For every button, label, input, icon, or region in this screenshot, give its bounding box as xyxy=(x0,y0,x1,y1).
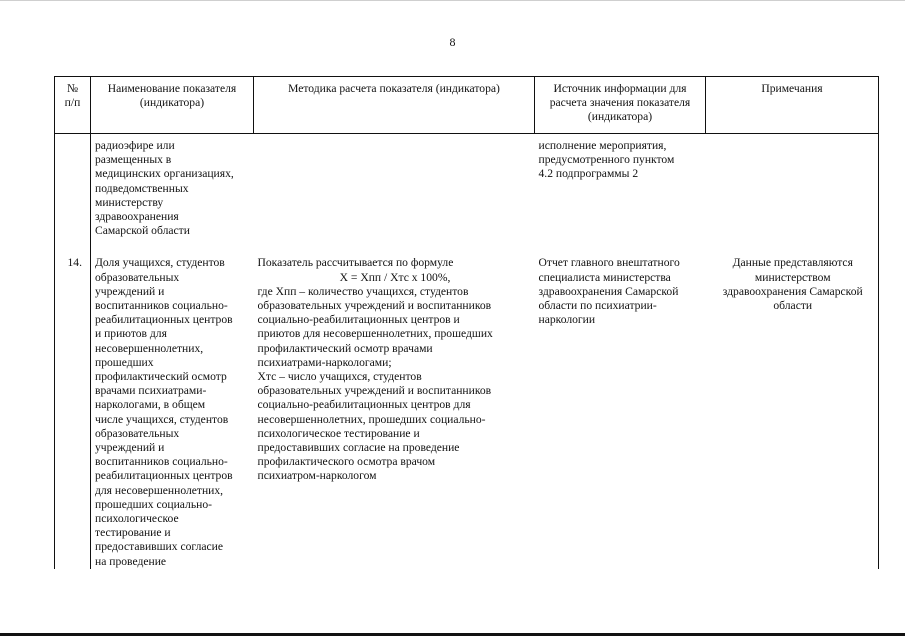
cell-number: 14. xyxy=(55,253,91,568)
page-number: 8 xyxy=(449,35,456,49)
cell-indicator-name: радиоэфире или размещенных в медицинских организациях, подведомственных министерству здравоохранения Самарской области xyxy=(95,139,234,238)
table-row-14 xyxy=(55,253,879,568)
header-indicator-name: Наименование показателя (индикатора) xyxy=(91,77,254,134)
table-row-continuation xyxy=(55,134,879,254)
header-notes: Примечания xyxy=(706,77,879,134)
header-number: № п/п xyxy=(55,77,91,134)
indicators-table xyxy=(54,76,879,569)
cell-information-source: исполнение мероприятия, предусмотренного пунктом 4.2 подпрограммы 2 xyxy=(538,139,675,181)
method-formula: X = Xпп / Xтс x 100%, xyxy=(339,270,451,284)
table-header-row xyxy=(55,77,879,134)
cell-calculation-method xyxy=(254,253,535,568)
header-information-source: Источник информации для расчета значения показателя (индикатора) xyxy=(535,77,706,134)
scan-top-edge xyxy=(0,0,905,1)
cell-number xyxy=(55,134,91,254)
scan-bottom-edge xyxy=(0,633,905,636)
cell-notes xyxy=(706,134,879,254)
cell-notes: Данные представляются министерством здравоохранения Самарской области xyxy=(706,253,879,568)
header-calculation-method: Методика расчета показателя (индикатора) xyxy=(254,77,535,134)
cell-indicator-name: Доля учащихся, студентов образовательных учреждений и воспитанников социально- реабилитационных центров и приютов для несовершеннолетних, прошедших профилактический осмотр врачами психиатрами- наркологами, в общем числе учащихся, студентов образовательных учреждений и воспитанников социально- реабилитационных центров для несовершеннолетних, прошедших социально- психологическое тестирование и предоставивших согласие на проведение xyxy=(95,256,233,568)
method-intro: Показатель рассчитывается по формуле xyxy=(257,256,454,270)
method-body: где Xпп – количество учащихся, студентов образовательных учреждений и воспитанников социально-реабилитационных центров и приютов для несовершеннолетних, прошедших профилактический осмотр врачами психиатрами-наркологами; Xтс – число учащихся, студентов образовательных учреждений и воспитанников социально-реабилитационных центров для несовершеннолетних, прошедших социально- психологическое тестирование и предоставивших согласие на проведение профилактического осмотра врачом психиатром-наркологом xyxy=(257,284,493,483)
cell-calculation-method xyxy=(254,134,535,254)
cell-information-source: Отчет главного внештатного специалиста министерства здравоохранения Самарской области по психиатрии- наркологии xyxy=(538,256,680,327)
